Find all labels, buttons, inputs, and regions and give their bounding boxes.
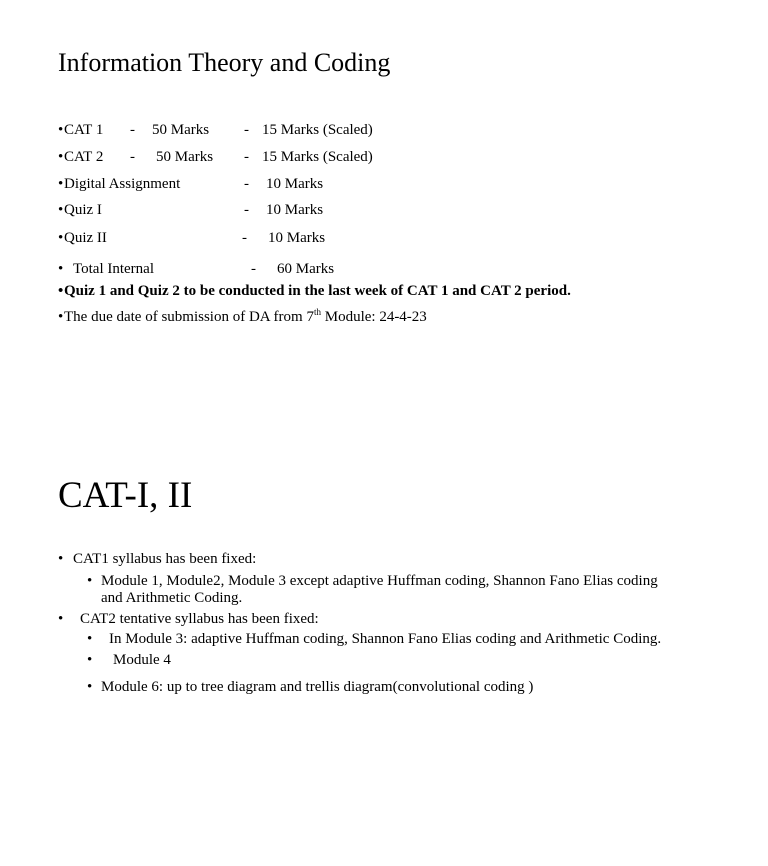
slide-title: Information Theory and Coding — [58, 48, 391, 77]
cat2-item-text: In Module 3: adaptive Huffman coding, Shannon Fano Elias coding and Arithmetic Coding. — [109, 631, 662, 647]
row-dash: - — [244, 122, 249, 138]
row-dash: - — [244, 149, 249, 165]
cat1-item-line2: and Arithmetic Coding. — [101, 590, 243, 606]
row-dash: - — [244, 202, 249, 218]
row-dash: - — [130, 122, 135, 138]
row-dash: - — [244, 176, 249, 192]
row-label: CAT 1 — [64, 122, 104, 138]
cat1-item-line1: Module 1, Module2, Module 3 except adaptive Huffman coding, Shannon Fano Elias coding — [101, 573, 658, 589]
row-label: CAT 2 — [64, 149, 104, 165]
row-dash: - — [242, 230, 247, 246]
row-label: Digital Assignment — [64, 176, 181, 192]
row-dash: - — [130, 149, 135, 165]
row-label: Quiz II — [64, 230, 107, 246]
row-dash: - — [251, 261, 256, 277]
cat2-item-text: Module 4 — [113, 652, 171, 668]
row-marks: 50 Marks — [152, 122, 210, 138]
cat2-heading-text: CAT2 tentative syllabus has been fixed: — [80, 611, 319, 627]
row-value: 10 Marks — [266, 176, 324, 192]
bullet: • — [58, 261, 64, 277]
cat1-heading-text: CAT1 syllabus has been fixed: — [73, 551, 257, 567]
row-value: 15 Marks (Scaled) — [262, 149, 373, 165]
row-value: 10 Marks — [268, 230, 326, 246]
bullet: • — [58, 176, 64, 192]
row-label: Quiz I — [64, 202, 102, 218]
row-value: 15 Marks (Scaled) — [262, 122, 373, 138]
row-value: 60 Marks — [277, 261, 335, 277]
bullet: • — [58, 149, 64, 165]
bullet: • — [58, 122, 64, 138]
row-value: 10 Marks — [266, 202, 324, 218]
bullet: • — [58, 230, 64, 246]
quiz-note-text: Quiz 1 and Quiz 2 to be conducted in the last week of CAT 1 and CAT 2 period. — [64, 283, 571, 299]
row-label: Total Internal — [73, 261, 154, 277]
row-marks: 50 Marks — [156, 149, 214, 165]
section-title: CAT-I, II — [58, 475, 193, 516]
due-date-text: The due date of submission of DA from 7th Module: 24-4-23 — [64, 307, 427, 325]
cat2-item-text: Module 6: up to tree diagram and trellis diagram(convolutional coding ) — [101, 679, 534, 695]
bullet: • — [58, 202, 64, 218]
